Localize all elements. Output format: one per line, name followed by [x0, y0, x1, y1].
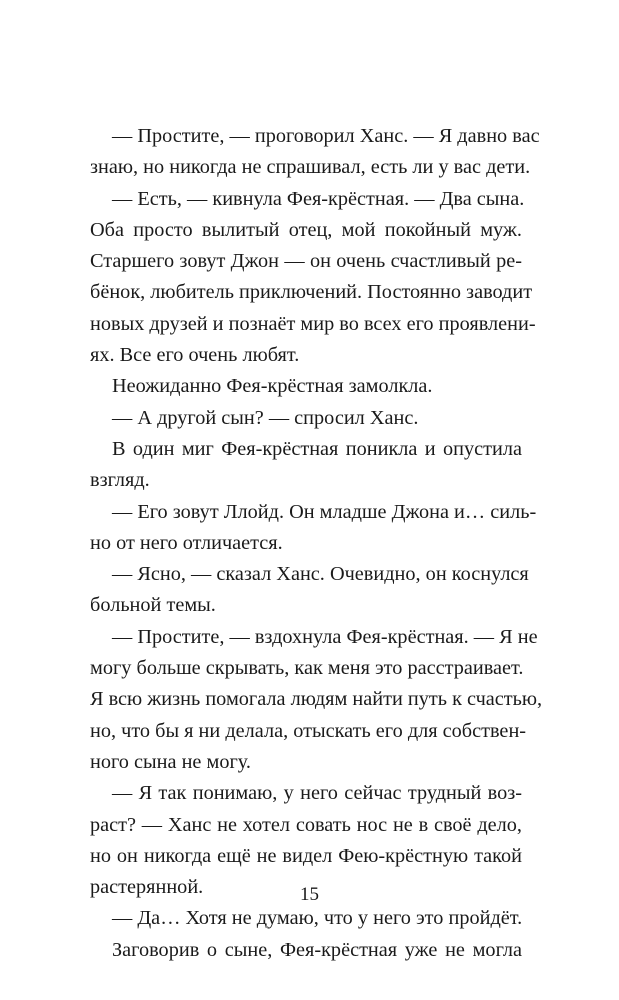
text-line: Я всю жизнь помогала людям найти путь к счастью, — [90, 688, 543, 711]
text-line: — Его зовут Ллойд. Он младше Джона и… силь- — [112, 500, 537, 523]
text-line: ях. Все его очень любят. — [90, 344, 300, 367]
text-line: взгляд. — [90, 469, 150, 492]
text-line: — Простите, — вздохнула Фея-крёстная. — Я не — [112, 625, 538, 648]
text-line: — Да… Хотя не думаю, что у него это пройдёт. — [112, 907, 523, 930]
text-line: больной темы. — [90, 594, 216, 617]
text-line: но от него отличается. — [90, 531, 283, 554]
text-line: но он никогда ещё не видел Фею-крёстную такой — [90, 844, 522, 867]
text-line: могу больше скрывать, как меня это расстраивает. — [90, 657, 524, 680]
page-number: 15 — [300, 884, 319, 905]
text-line: но, что бы я ни делала, отыскать его для собствен- — [90, 719, 527, 742]
text-line: раст? — Ханс не хотел совать нос не в своё дело, — [90, 813, 522, 836]
text-line: Неожиданно Фея-крёстная замолкла. — [112, 375, 433, 398]
body-text — [90, 121, 543, 966]
text-line: В один миг Фея-крёстная поникла и опустила — [112, 437, 522, 460]
text-line: Заговорив о сыне, Фея-крёстная уже не могла — [112, 938, 522, 961]
text-line: — Я так понимаю, у него сейчас трудный воз- — [112, 782, 522, 805]
text-line: Старшего зовут Джон — он очень счастливый ре- — [90, 250, 522, 273]
text-line: ного сына не могу. — [90, 750, 251, 773]
text-line: знаю, но никогда не спрашивал, есть ли у вас дети. — [90, 156, 531, 179]
text-line: растерянной. — [90, 876, 204, 899]
text-line: — А другой сын? — спросил Ханс. — [112, 406, 419, 429]
text-line: — Простите, — проговорил Ханс. — Я давно вас — [112, 125, 540, 147]
text-line: бёнок, любитель приключений. Постоянно заводит — [90, 281, 533, 304]
text-line: новых друзей и познаёт мир во всех его проявлени- — [90, 312, 536, 335]
text-line: — Ясно, — сказал Ханс. Очевидно, он коснулся — [112, 563, 529, 586]
text-line: — Есть, — кивнула Фея-крёстная. — Два сына. — [112, 187, 525, 210]
text-line: Оба просто вылитый отец, мой покойный муж. — [90, 218, 522, 241]
